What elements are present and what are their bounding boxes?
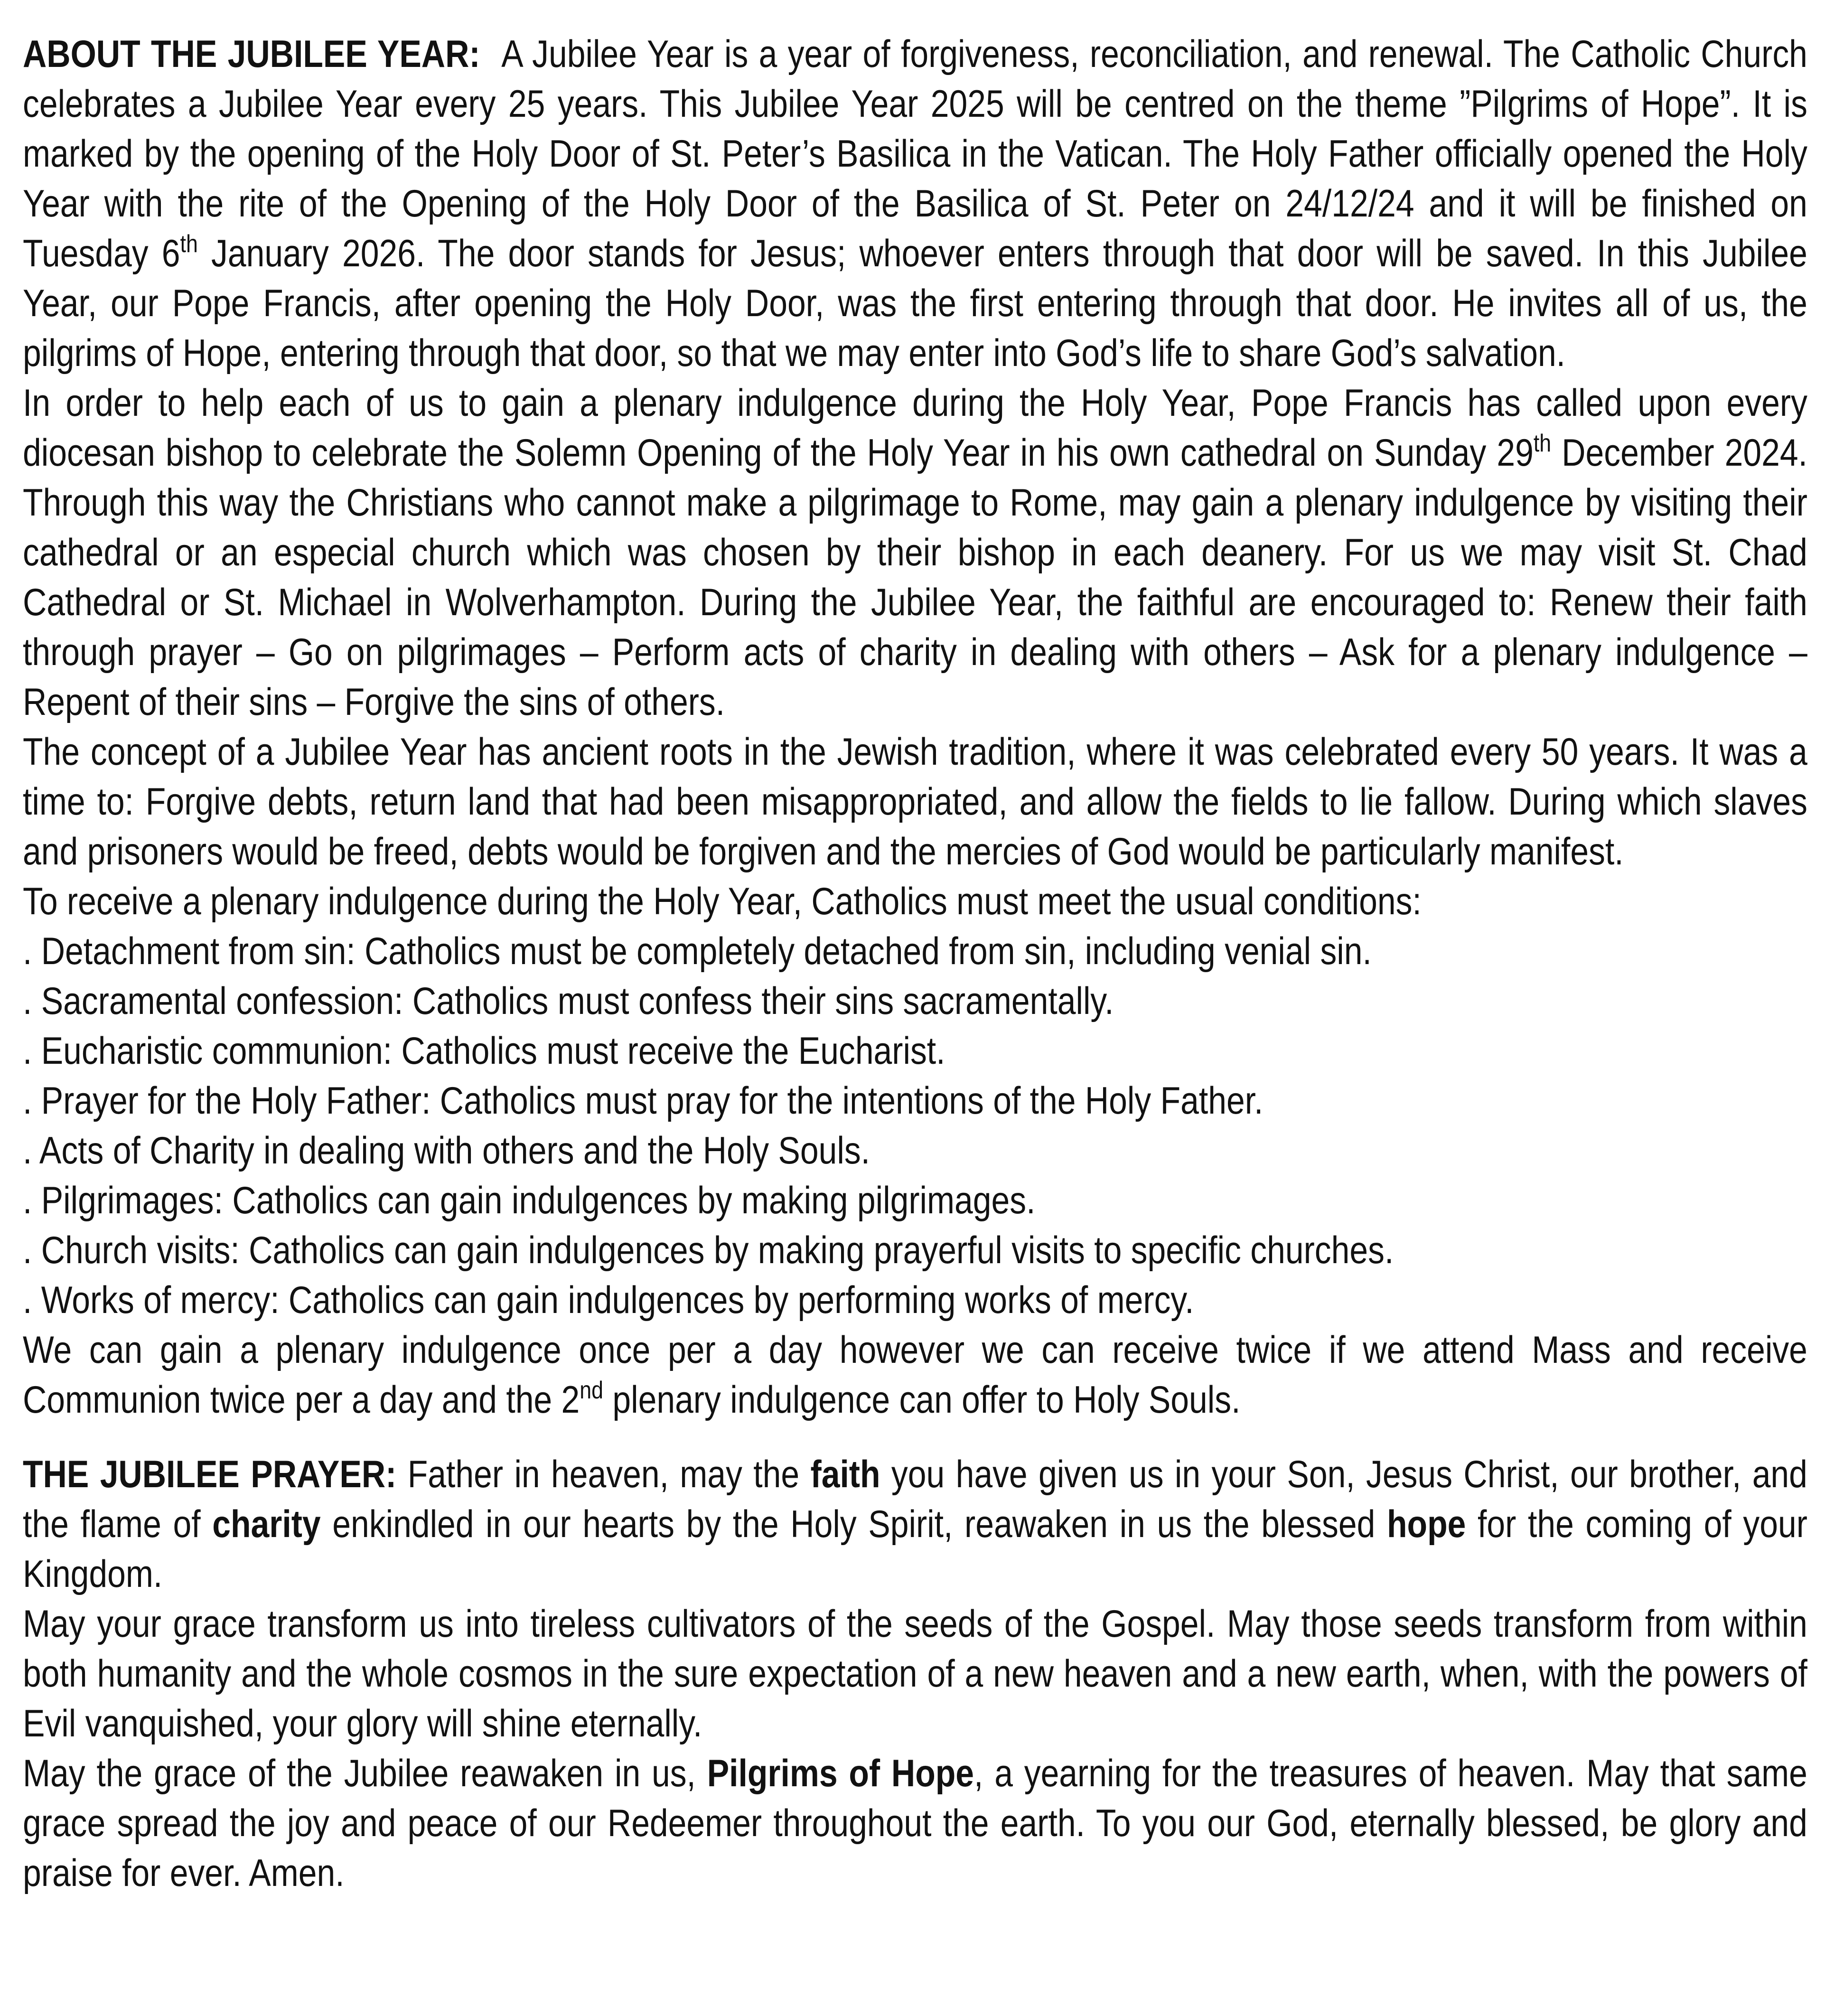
- jubilee-prayer-section: [23, 1450, 1807, 1898]
- about-paragraph-1: [23, 29, 1807, 378]
- prayer-heading: THE JUBILEE PRAYER:: [23, 1453, 397, 1496]
- superscript-nd: nd: [580, 1377, 604, 1404]
- about-p2-text-b: December 2024. Through this way the Christians who cannot make a pilgrimage to Rome, may gain a plenary indulgence by visiting their cathedral or an especial church which was chosen by their bishop in each deanery. For us we may visit St. Chad Cathedral or St. Michael in Wolverhampton. During the Jubilee Year, the faithful are encouraged to: Renew their faith through prayer – Go on pilgrimages – Perform acts of charity in dealing with others – Ask for a plenary indulgence – Repent of their sins – Forgive the sins of others.: [23, 431, 1807, 723]
- prayer-p1-text-d: for the coming of your Kingdom.: [23, 1503, 1807, 1595]
- list-item: . Pilgrimages: Catholics can gain indulgences by making pilgrimages.: [23, 1179, 1036, 1222]
- prayer-paragraph-3: [23, 1749, 1807, 1898]
- about-paragraph-2: [23, 378, 1807, 727]
- list-item: . Acts of Charity in dealing with others and the Holy Souls.: [23, 1129, 870, 1172]
- about-jubilee-section: [23, 29, 1807, 1425]
- list-item: . Prayer for the Holy Father: Catholics must pray for the intentions of the Holy Father.: [23, 1079, 1263, 1122]
- prayer-word-charity: charity: [212, 1503, 321, 1546]
- conditions-list: [23, 927, 1807, 1325]
- prayer-p3-text-a: May the grace of the Jubilee reawaken in us,: [23, 1752, 707, 1795]
- list-item: . Detachment from sin: Catholics must be completely detached from sin, including venial sin.: [23, 930, 1372, 973]
- about-paragraph-3: The concept of a Jubilee Year has ancient roots in the Jewish tradition, where it was celebrated every 50 years. It was a time to: Forgive debts, return land that had been misappropriated, and allow the fields to lie fallow. During which slaves and prisoners would be freed, debts would be forgiven and the mercies of God would be particularly manifest.: [23, 731, 1807, 873]
- prayer-paragraph-1: [23, 1450, 1807, 1599]
- list-item: . Church visits: Catholics can gain indulgences by making prayerful visits to specific churches.: [23, 1229, 1394, 1272]
- superscript-th: th: [1533, 430, 1552, 457]
- about-p4-text-b: plenary indulgence can offer to Holy Souls.: [603, 1378, 1241, 1421]
- section-gap: [23, 1425, 1807, 1450]
- prayer-p3-text-b: , a yearning for the treasures of heaven. May that same grace spread the joy and peace of our Redeemer throughout the earth. To you our God, eternally blessed, be glory and praise for ever. Amen.: [23, 1752, 1807, 1894]
- prayer-p1-text-b: you have given us in your Son, Jesus Christ, our brother, and the flame of: [23, 1453, 1807, 1546]
- list-item: . Works of mercy: Catholics can gain indulgences by performing works of mercy.: [23, 1279, 1194, 1322]
- prayer-paragraph-2: May your grace transform us into tireless cultivators of the seeds of the Gospel. May those seeds transform from within both humanity and the whole cosmos in the sure expectation of a new heaven and a new earth, when, with the powers of Evil vanquished, your glory will shine eternally.: [23, 1603, 1807, 1745]
- conditions-intro: To receive a plenary indulgence during the Holy Year, Catholics must meet the usual conditions:: [23, 880, 1422, 923]
- about-paragraph-4: [23, 1325, 1807, 1425]
- superscript-th: th: [180, 230, 198, 258]
- prayer-p1-text-c: enkindled in our hearts by the Holy Spirit, reawaken in us the blessed: [320, 1503, 1387, 1546]
- list-item: . Sacramental confession: Catholics must confess their sins sacramentally.: [23, 980, 1114, 1022]
- prayer-pilgrims-of-hope: Pilgrims of Hope: [707, 1752, 974, 1795]
- about-p4-text-a: We can gain a plenary indulgence once per a day however we can receive twice if we attend Mass and receive Communion twice per a day and the 2: [23, 1329, 1807, 1421]
- about-heading: ABOUT THE JUBILEE YEAR:: [23, 33, 480, 75]
- prayer-p1-text-a: Father in heaven, may the: [396, 1453, 811, 1496]
- about-p1-text-b: January 2026. The door stands for Jesus; whoever enters through that door will be saved. In this Jubilee Year, our Pope Francis, after opening the Holy Door, was the first entering through that door. He invites all of us, the pilgrims of Hope, entering through that door, so that we may enter into God’s life to share God’s salvation.: [23, 232, 1807, 375]
- about-p1-text-a: A Jubilee Year is a year of forgiveness, reconciliation, and renewal. The Catholic Church celebrates a Jubilee Year every 25 years. This Jubilee Year 2025 will be centred on the theme ”Pilgrims of Hope”. It is marked by the opening of the Holy Door of St. Peter’s Basilica in the Vatican. The Holy Father officially opened the Holy Year with the rite of the Opening of the Holy Door of the Basilica of St. Peter on 24/12/24 and it will be finished on Tuesday 6: [23, 33, 1807, 275]
- prayer-word-faith: faith: [810, 1453, 880, 1496]
- about-p2-text-a: In order to help each of us to gain a plenary indulgence during the Holy Year, Pope Francis has called upon every diocesan bishop to celebrate the Solemn Opening of the Holy Year in his own cathedral on Sunday 29: [23, 382, 1807, 474]
- list-item: . Eucharistic communion: Catholics must receive the Eucharist.: [23, 1030, 945, 1072]
- prayer-word-hope: hope: [1386, 1503, 1466, 1546]
- document-page: [23, 29, 1807, 1898]
